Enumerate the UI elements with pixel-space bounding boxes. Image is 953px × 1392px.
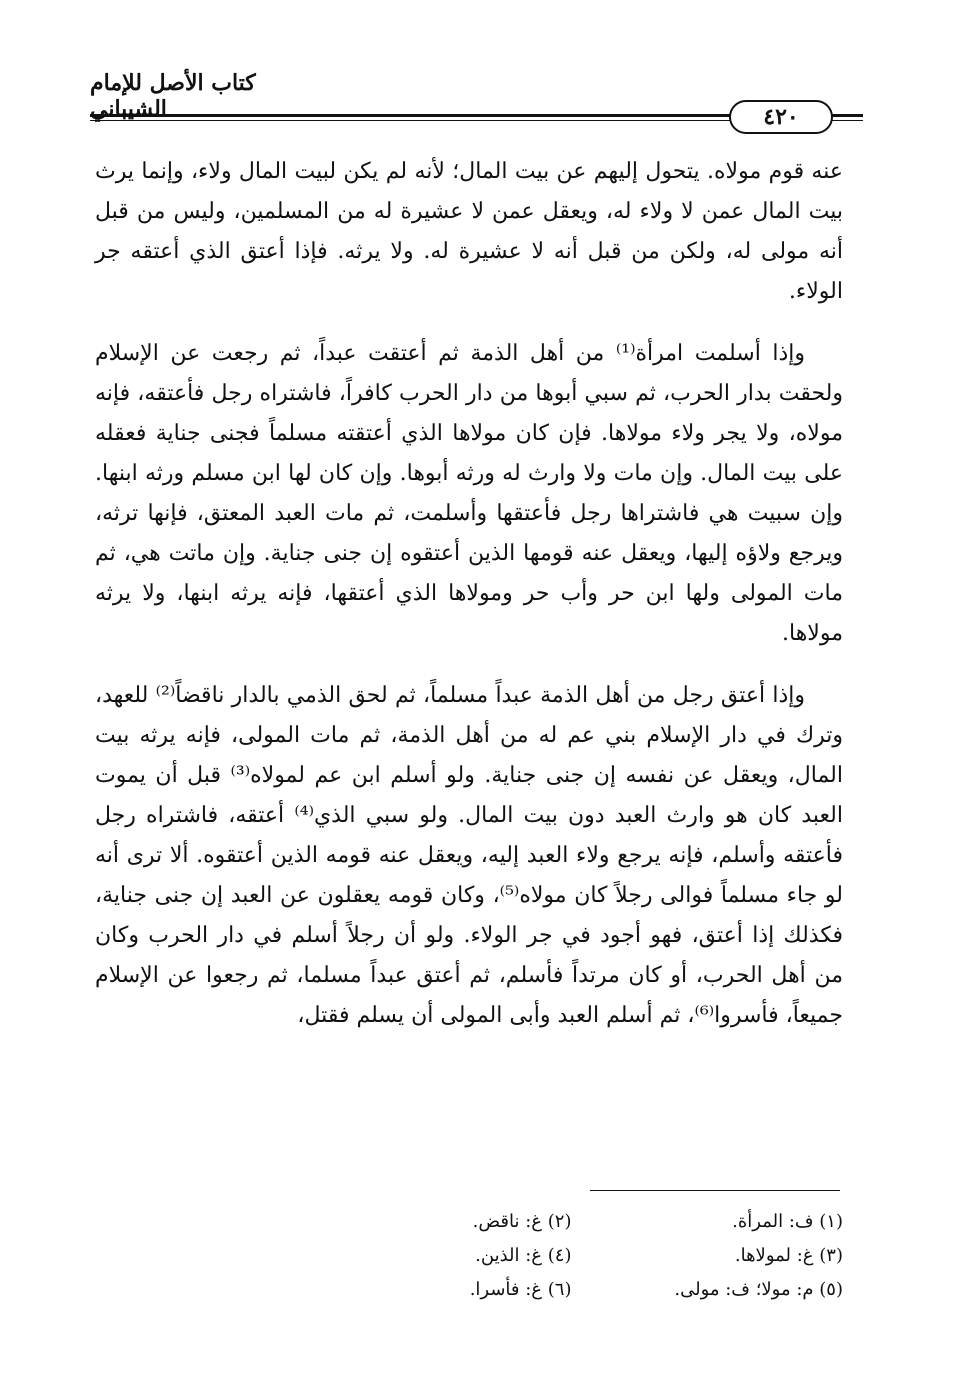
footnote: (٣) غ: لمولاها.	[734, 1245, 843, 1266]
footnote: (٢) غ: ناقض.	[472, 1211, 572, 1232]
footnote-separator	[590, 1190, 840, 1191]
main-text	[95, 152, 843, 1058]
paragraph: عنه قوم مولاه. يتحول إليهم عن بيت المال؛ لأنه لم يكن لبيت المال ولاء، وإنما يرث بيت المال عمن لا ولاء له، ويعقل عمن لا عشيرة له من المسلمين، وليس من قبل أنه مولى له، ولكن من قبل أنه لا عشيرة له. ولا يرثه. فإذا أعتق الذي أعتقه جر الولاء.	[95, 159, 843, 304]
footnote: (٦) غ: فأسرا.	[469, 1279, 572, 1300]
footnote: (١) ف: المرأة.	[732, 1211, 843, 1232]
footnote: (٥) م: مولا؛ ف: مولى.	[674, 1279, 843, 1300]
book-title: كتاب الأصل للإمام الشيباني	[90, 70, 256, 122]
paragraph: وإذا أعتق رجل من أهل الذمة عبداً مسلماً، ثم لحق الذمي بالدار ناقضاً⁽²⁾ للعهد، وترك في دار الإسلام بني عم له من أهل الذمة، ثم مات المولى، فإنه يرثه بيت المال، ويعقل عن نفسه إن جنى جناية. ولو أسلم ابن عم لمولاه⁽³⁾ قبل أن يموت العبد كان هو وارث العبد دون بيت المال. ولو سبي الذي⁽⁴⁾ أعتقه، فاشتراه رجل فأعتقه وأسلم، فإنه يرجع ولاء العبد إليه، ويعقل عنه قومه الذين أعتقوه. ألا ترى أنه لو جاء مسلماً فوالى رجلاً كان مولاه⁽⁵⁾، وكان قومه يعقلون عن العبد إن جنى جناية، فكذلك إذا أعتق، فهو أجود في جر الولاء. ولو أن رجلاً أسلم في دار الحرب وكان من أهل الحرب، أو كان مرتداً فأسلم، ثم أعتق عبداً مسلما، ثم رجعوا عن الإسلام جميعاً، فأسروا⁽⁶⁾، ثم أسلم العبد وأبى المولى أن يسلم فقتل،	[95, 683, 844, 1028]
footnote: (٤) غ: الذين.	[475, 1245, 572, 1266]
paragraph: وإذا أسلمت امرأة⁽¹⁾ من أهل الذمة ثم أعتقت عبداً، ثم رجعت عن الإسلام ولحقت بدار الحرب، ثم سبي أبوها من دار الحرب كافراً، فاشتراه رجل فأعتقه، فإنه مولاه، ولا يجر ولاء مولاها. فإن كان مولاها الذي أعتقته مسلماً فجنى جناية فعقله على بيت المال. وإن مات ولا وارث له ورثه أبوها. وإن كان لها ابن مسلم ورثه ابنها. وإن سبيت هي فاشتراها رجل فأعتقها وأسلمت، ثم مات العبد المعتق، فإنها ترثه، ويرجع ولاؤه إليها، ويعقل عنه قومها الذين أعتقوه إن جنى جناية. وإن ماتت هي، ثم مات المولى ولها ابن حر وأب حر ومولاها الذي أعتقها، فإنه يرثه ابنها، ولا يرثه مولاها.	[95, 341, 843, 646]
page-header	[90, 62, 863, 142]
footnotes	[300, 1205, 843, 1307]
page-number: ٤٢٠	[729, 100, 833, 134]
